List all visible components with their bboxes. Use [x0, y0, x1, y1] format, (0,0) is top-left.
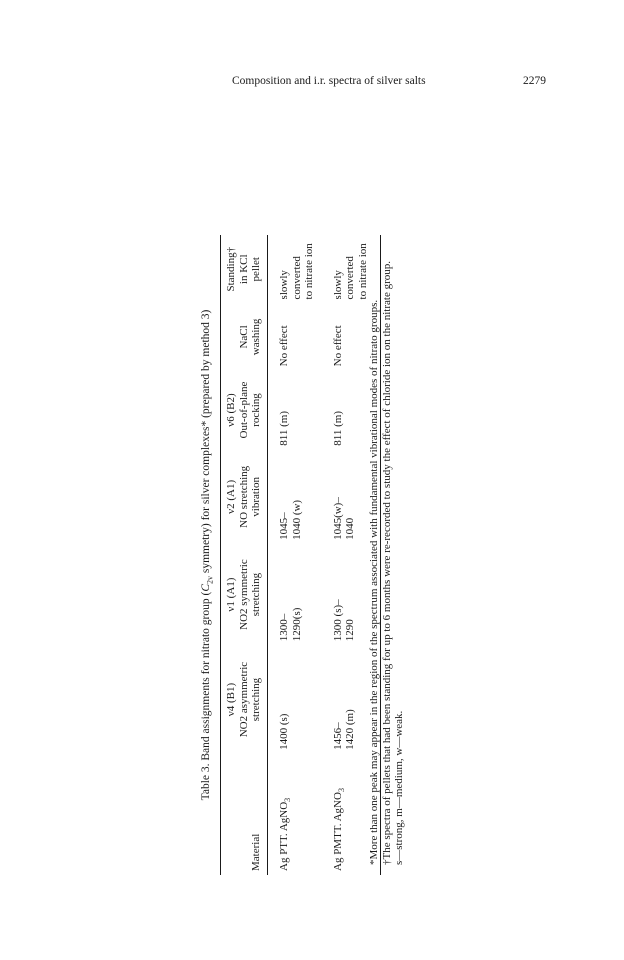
- footnote-dagger: †The spectra of pellets that had been standing for up to 6 months were re-recorded to study the effect of chloride ion on the nitrate group.: [380, 261, 393, 865]
- col-header-nu1: ν1 (A1) NO2 symmetric stretching: [221, 544, 268, 645]
- cell-standing: slowly converted to nitrate ion: [277, 243, 316, 300]
- cell-nu1: 1300– 1290(s): [277, 607, 303, 642]
- cell-nacl: No effect: [322, 303, 380, 370]
- col-header-material: Material: [221, 754, 268, 875]
- page-number: 2279: [523, 75, 546, 87]
- cell-nu6: 811 (m): [277, 410, 290, 446]
- cell-nu1: 1300 (s)– 1290: [322, 544, 380, 645]
- table-footnotes: [368, 235, 406, 875]
- cell-nu4: 1456– 1420 (m): [322, 645, 380, 754]
- col-header-nu4: ν4 (B1) NO2 asymmetric stretching: [221, 645, 268, 754]
- footnote-asterisk: *More than one peak may appear in the region of the spectrum associated with fundamental vibrational modes of nitrato groups.: [368, 299, 380, 865]
- cell-nu6: 811 (m): [322, 370, 380, 449]
- table-caption: Table 3. Band assignments for nitrato group ($C_{2v}$ symmetry) for silver complexes* (prepared by method 3): [200, 309, 215, 801]
- cell-material: Ag PMTT. AgNO$_3$: [322, 754, 380, 875]
- cell-material: Ag PTT. AgNO$_3$: [277, 797, 293, 871]
- cell-nu2: 1045(w)– 1040: [322, 450, 380, 544]
- rotated-table-block: [200, 235, 430, 875]
- table-header-row: [221, 235, 268, 875]
- cell-standing: slowly converted to nitrate ion: [322, 235, 380, 303]
- col-header-nu6: ν6 (B2) Out-of-plane rocking: [221, 370, 268, 449]
- band-assignment-table: [220, 235, 381, 875]
- footnote-abbreviations: s—strong, m—medium, w—weak.: [393, 710, 406, 865]
- table-row: [267, 235, 321, 875]
- cell-nacl: No effect: [277, 325, 290, 367]
- cell-nu4: 1400 (s): [277, 713, 290, 750]
- col-header-nu2: ν2 (A1) NO stretching vibration: [221, 450, 268, 544]
- cell-nu2: 1045– 1040 (w): [277, 499, 303, 540]
- col-header-standing: Standing† in KCl pellet: [221, 235, 268, 303]
- col-header-nacl: NaCl washing: [221, 303, 268, 370]
- running-title: Composition and i.r. spectra of silver salts: [232, 75, 426, 87]
